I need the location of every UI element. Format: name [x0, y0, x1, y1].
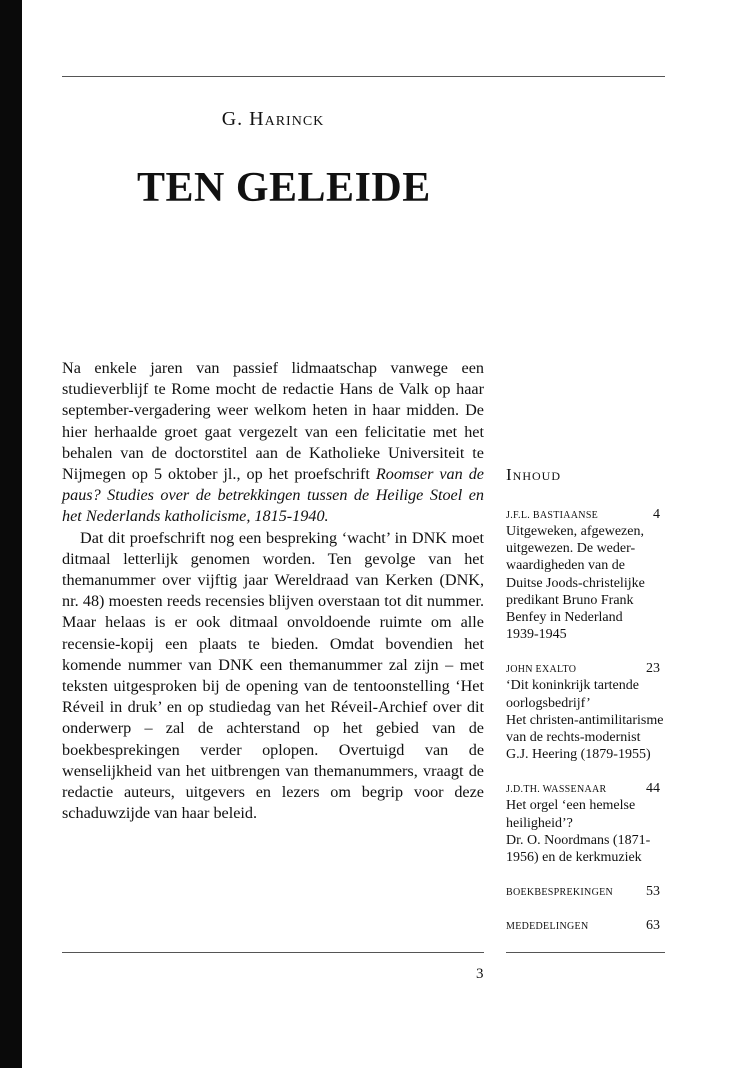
toc-title-line: 1956) en de kerkmuziek	[506, 850, 642, 866]
toc-author: J.F.L. BASTIAANSE	[506, 510, 599, 521]
toc-title-line: Het orgel ‘een hemelse	[506, 798, 636, 814]
toc-title-line: Het christen-antimilitarisme	[506, 712, 664, 728]
bottom-rule-main	[62, 952, 484, 953]
toc-page-number: 53	[646, 884, 660, 900]
toc-title-line: G.J. Heering (1879-1955)	[506, 747, 651, 763]
toc-title-line: van de rechts-modernist	[506, 730, 641, 746]
toc-page-number: 23	[646, 661, 660, 677]
toc-entry	[506, 918, 666, 934]
toc-entry	[506, 507, 666, 643]
toc-section-label: MEDEDELINGEN	[506, 921, 589, 933]
toc-entry	[506, 661, 666, 763]
binding-edge	[0, 0, 22, 1068]
paragraph-2: Dat dit proefschrift nog een bespreking ‘wacht’ in DNK moet ditmaal letterlijk genomen worden. Ten gevolge van het themanummer over vijftig jaar Wereldraad van Kerken (DNK, nr. 48) moesten reeds recensies blijven overstaan tot dit nummer. Maar helaas is er ook ditmaal onvoldoende ruimte om alle recensie-kopij een plaats te bieden. Omdat bovendien het komende nummer van DNK een themanummer zal zijn – met teksten uitgesproken bij de opening van de tentoonstelling ‘Het Réveil in druk’ en op studiedag van het Réveil-Archief over dit onderwerp – zal de achterstand op het gebied van de boekbesprekingen verder oplopen. Overtuigd van de wenselijkheid van het uitbrengen van themanummers, vraagt de redactie auteurs, uitgevers en lezers om begrip voor deze schaduwzijde van haar beleid.	[62, 528, 484, 823]
toc-heading: Inhoud	[506, 465, 561, 484]
toc-author: J.D.TH. WASSENAAR	[506, 784, 607, 796]
toc-title-line: Uitgeweken, afgewezen,	[506, 524, 644, 539]
toc-title-line: waardigheden van de	[506, 558, 625, 574]
toc-page-number: 44	[646, 781, 660, 797]
dissertation-title: Roomser van de paus? Studies over de betrekkingen tussen de Heilige Stoel en het Nederlands katholicisme, 1815-1940.	[62, 465, 484, 526]
author-initial: G.	[221, 108, 244, 130]
author-surname: Harinck	[249, 108, 325, 130]
top-rule	[62, 76, 665, 77]
page-title: TEN GELEIDE	[137, 165, 431, 211]
toc-title-line: Dr. O. Noordmans (1871-	[506, 832, 651, 848]
toc-title-line: 1939-1945	[506, 627, 567, 643]
paragraph-1	[62, 358, 484, 528]
toc-section-label: BOEKBESPREKINGEN	[506, 887, 614, 899]
toc-entry	[506, 884, 666, 900]
toc-title-line: Duitse Joods-christelijke	[506, 575, 645, 591]
toc-entry	[506, 781, 666, 866]
toc-page-number: 4	[653, 507, 660, 522]
toc-title-line: heiligheid’?	[506, 815, 573, 831]
author-name	[0, 108, 546, 131]
page-number: 3	[476, 966, 484, 982]
toc-title-line: Benfey in Nederland	[506, 610, 623, 626]
toc-title-line: predikant Bruno Frank	[506, 592, 634, 608]
toc-title-line: oorlogsbedrijf’	[506, 695, 591, 711]
toc-title-line: uitgewezen. De weder-	[506, 541, 636, 557]
table-of-contents	[506, 465, 666, 952]
toc-author: JOHN EXALTO	[506, 664, 577, 676]
paragraph-1-text: Na enkele jaren van passief lidmaatschap vanwege een studieverblijf te Rome mocht de redactie Hans de Valk op haar september-vergadering weer welkom heten in haar midden. De hier herhaalde groet gaat vergezelt van een felicitatie met het behalen van de doctorstitel aan de Katholieke Universiteit te Nijmegen op 5 oktober jl., op het proefschrift	[62, 359, 484, 484]
toc-title-line: ‘Dit koninkrijk tartende	[506, 678, 639, 694]
bottom-rule-sidebar	[506, 952, 665, 953]
article-body	[62, 358, 484, 824]
toc-page-number: 63	[646, 918, 660, 934]
